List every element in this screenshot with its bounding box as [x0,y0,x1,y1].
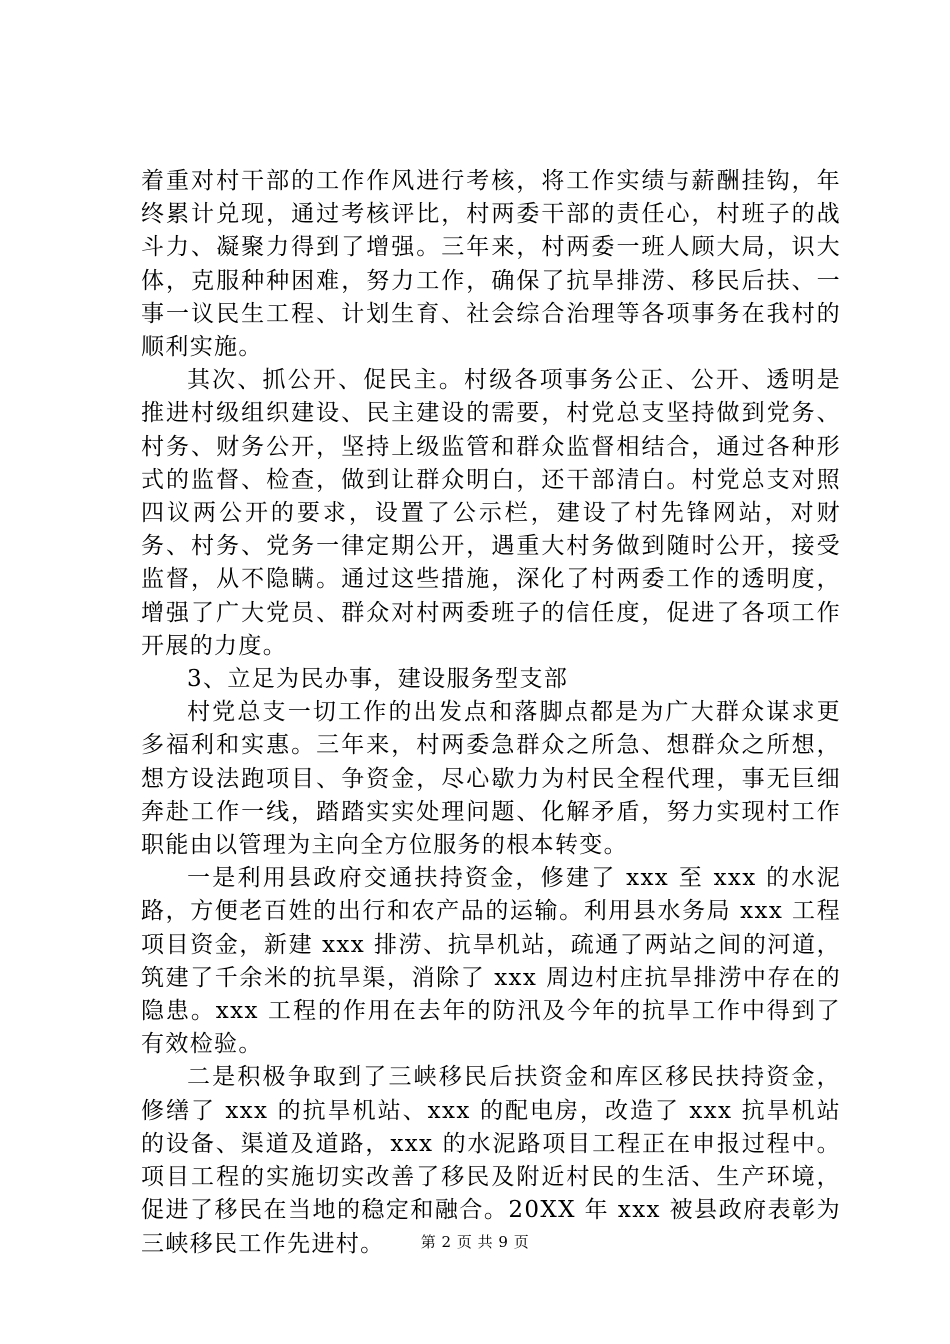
document-body [141,165,841,1261]
paragraph-3: 村党总支一切工作的出发点和落脚点都是为广大群众谋求更多福利和实惠。三年来，村两委急群众之所急、想群众之所想，想方设法跑项目、争资金，尽心歇力为村民全程代理，事无巨细奔赴工作一线，踏踏实实处理问题、化解矛盾，努力实现村工作职能由以管理为主向全方位服务的根本转变。 [141,699,841,859]
paragraph-4: 一是利用县政府交通扶持资金，修建了 xxx 至 xxx 的水泥路，方便老百姓的出行和农产品的运输。利用县水务局 xxx 工程项目资金，新建 xxx 排涝、抗旱机站，疏通了两站之间的河道，筑建了千余米的抗旱渠，消除了 xxx 周边村庄抗旱排涝中存在的隐患。xxx 工程的作用在去年的防汛及今年的抗旱工作中得到了有效检验。 [141,865,841,1058]
paragraph-1: 着重对村干部的工作作风进行考核，将工作实绩与薪酬挂钩，年终累计兑现，通过考核评比，村两委干部的责任心，村班子的战斗力、凝聚力得到了增强。三年来，村两委一班人顾大局，识大体，克服种种困难，努力工作，确保了抗旱排涝、移民后扶、一事一议民生工程、计划生育、社会综合治理等各项事务在我村的顺利实施。 [141,168,841,361]
paragraph-5: 二是积极争取到了三峡移民后扶资金和库区移民扶持资金，修缮了 xxx 的抗旱机站、xxx 的配电房，改造了 xxx 抗旱机站的设备、渠道及道路，xxx 的水泥路项目工程正在申报过程中。项目工程的实施切实改善了移民及附近村民的生活、生产环境，促进了移民在当地的稳定和融合。20XX 年 xxx 被县政府表彰为三峡移民工作先进村。 [141,1064,841,1257]
page-footer: 第 2 页 共 9 页 [420,1233,530,1251]
paragraph-2: 其次、抓公开、促民主。村级各项事务公正、公开、透明是推进村级组织建设、民主建设的需要，村党总支坚持做到党务、村务、财务公开，坚持上级监管和群众监督相结合，通过各种形式的监督、检查，做到让群众明白，还干部清白。村党总支对照四议两公开的要求，设置了公示栏，建设了村先锋网站，对财务、村务、党务一律定期公开，遇重大村务做到随时公开，接受监督，从不隐瞒。通过这些措施，深化了村两委工作的透明度，增强了广大党员、群众对村两委班子的信任度，促进了各项工作开展的力度。 [141,367,841,659]
section-heading: 3、立足为民办事，建设服务型支部 [187,666,569,693]
